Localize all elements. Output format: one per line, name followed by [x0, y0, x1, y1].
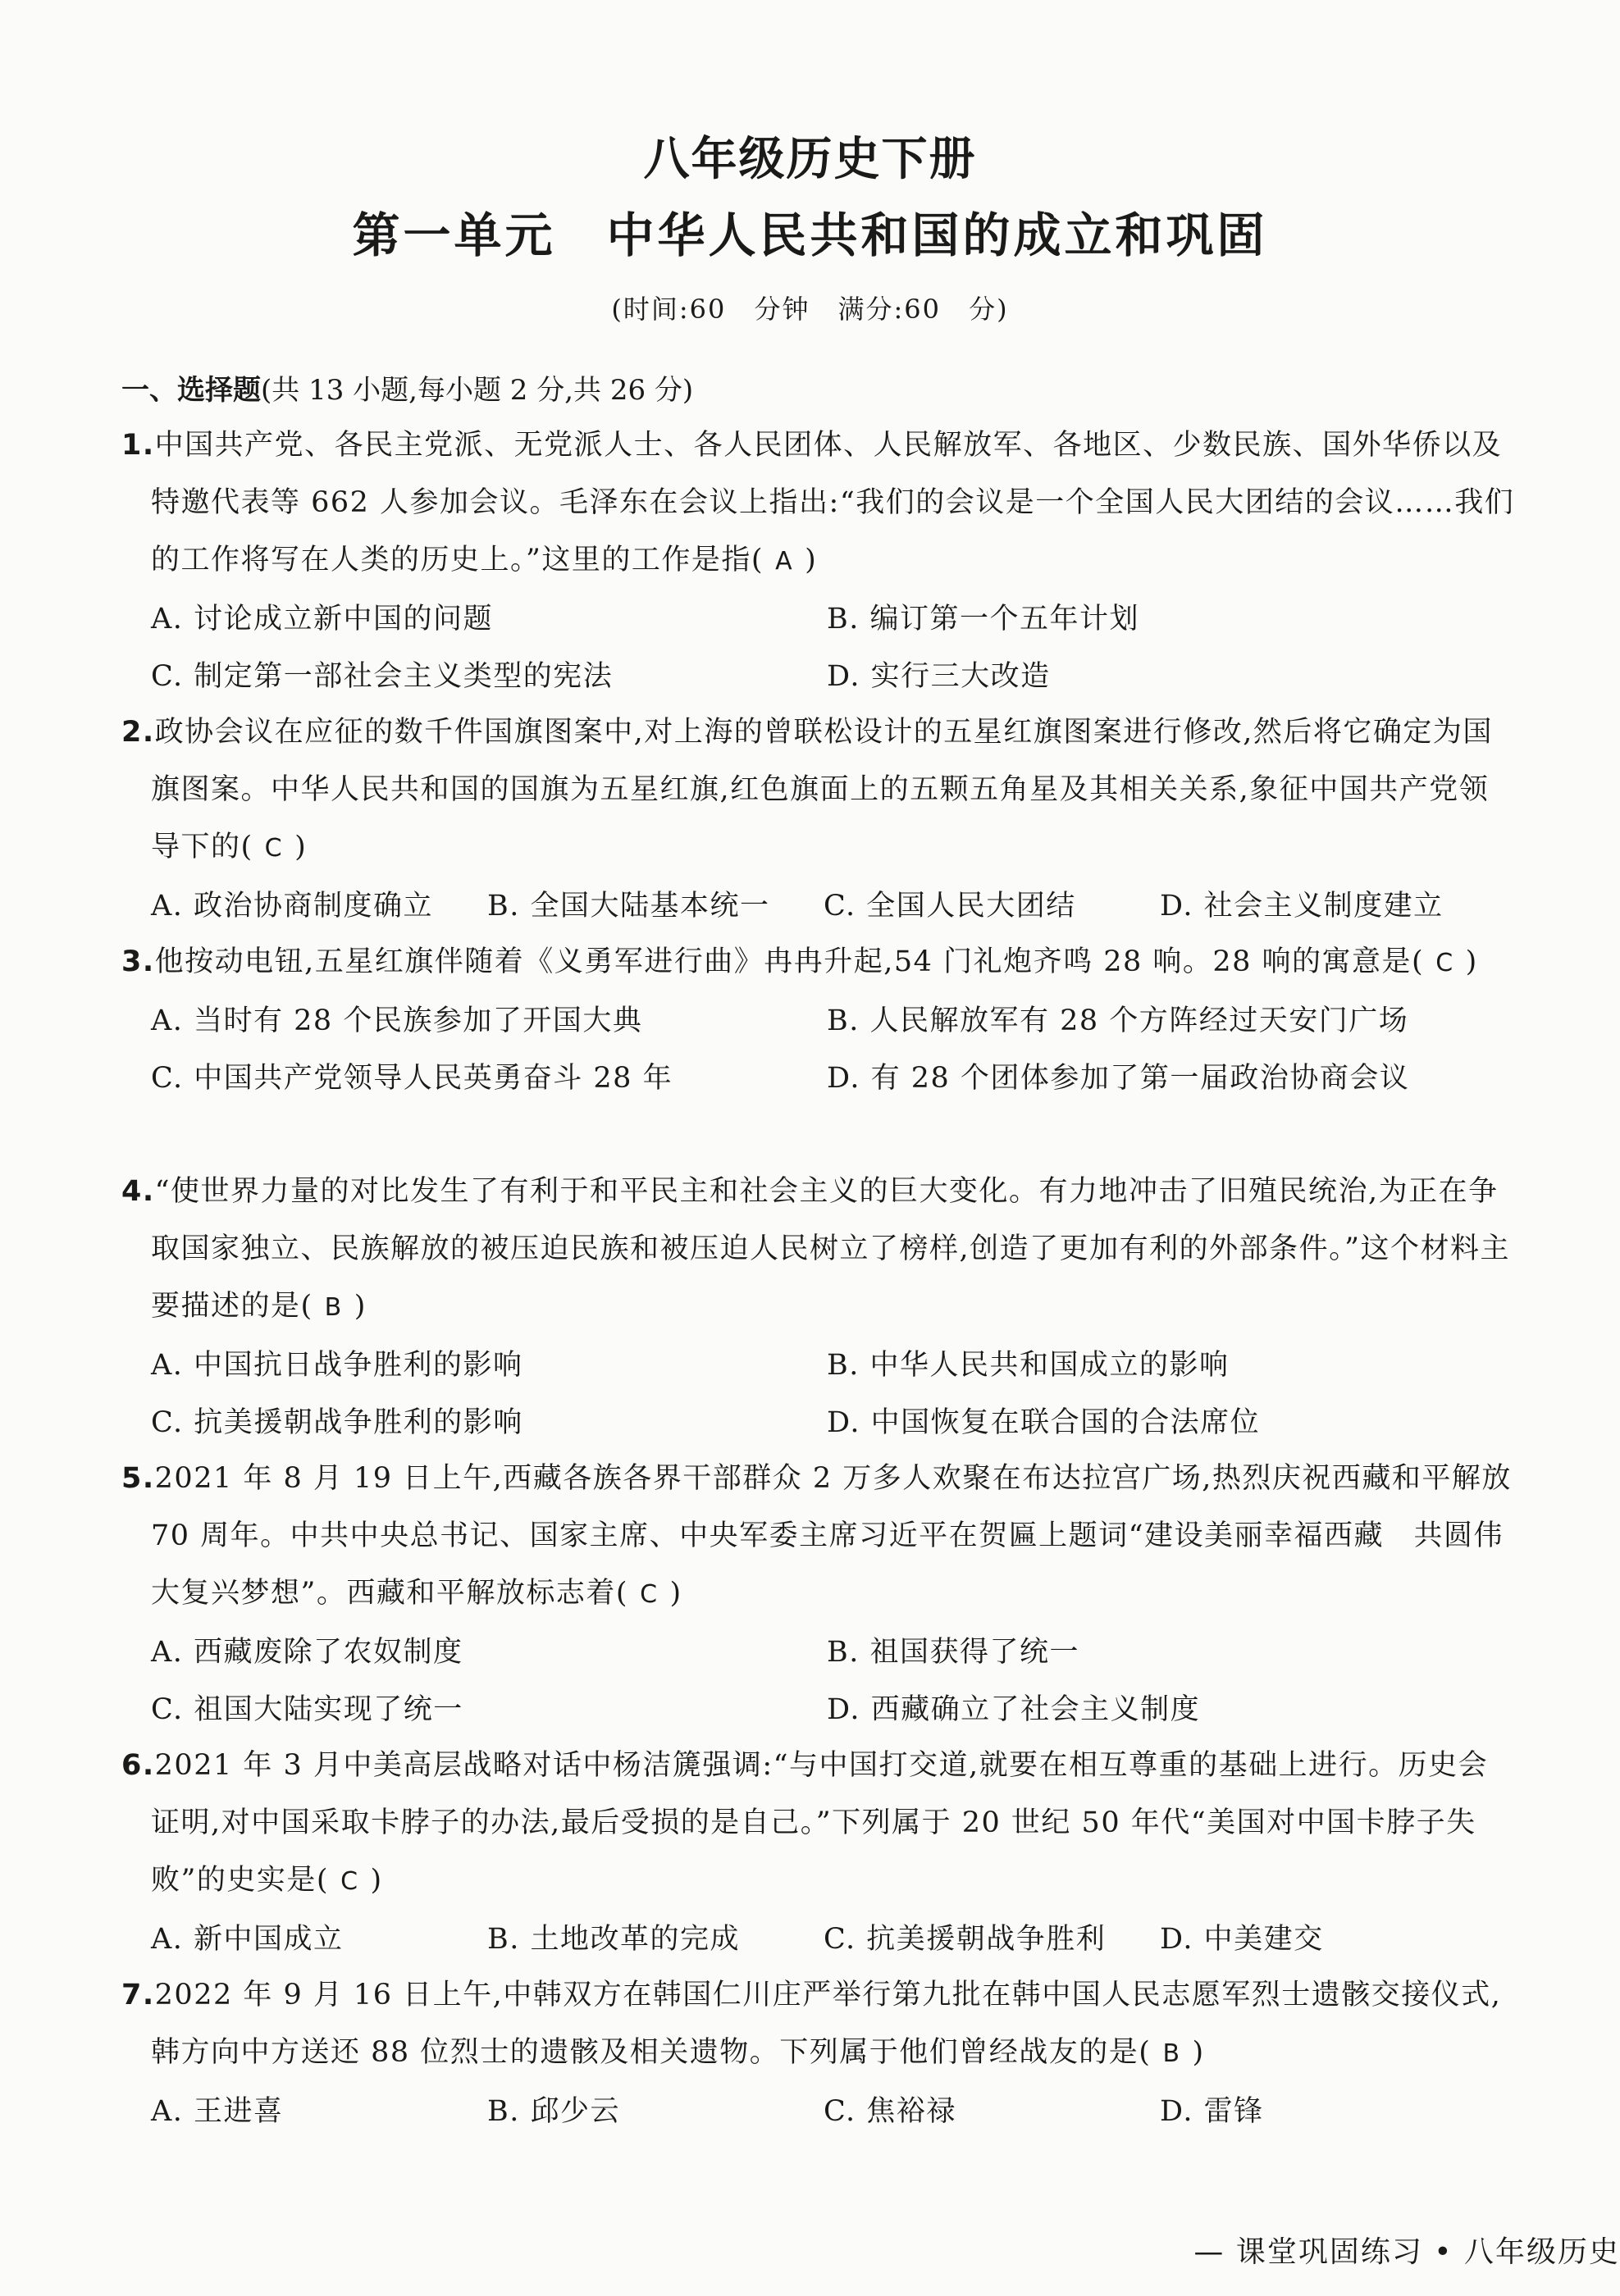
answer-mark: C — [1435, 949, 1454, 977]
option-b: B. 祖国获得了统一 — [827, 1636, 1079, 1669]
question-stem: 2.政协会议在应征的数千件国旗图案中,对上海的曾联松设计的五星红旗图案进行修改,然后将它确定为国旗图案。中华人民共和国的国旗为五星红旗,红色旗面上的五颗五角星及其相关关系,象征中国共产党领导下的( C ) — [121, 716, 1493, 863]
question-2 — [121, 704, 1516, 935]
question-stem: 6.2021 年 3 月中美高层战略对话中杨洁篪强调:“与中国打交道,就要在相互尊重的基础上进行。历史会证明,对中国采取卡脖子的办法,最后受损的是自己。”下列属于 20 世纪 50 年代“美国对中国卡脖子失败”的史实是( C ) — [121, 1749, 1489, 1897]
option-b: B. 邱少云 — [487, 2095, 620, 2128]
option-d: D. 中国恢复在联合国的合法席位 — [827, 1406, 1261, 1439]
option-b: B. 土地改革的完成 — [487, 1923, 740, 1956]
option-d: D. 实行三大改造 — [827, 660, 1051, 693]
question-1 — [121, 417, 1516, 705]
option-d: D. 雷锋 — [1160, 2095, 1264, 2128]
answer-mark: A — [775, 547, 794, 576]
options — [121, 590, 1516, 705]
option-a: A. 新中国成立 — [151, 1923, 344, 1956]
option-b: B. 人民解放军有 28 个方阵经过天安门广场 — [827, 1004, 1409, 1037]
option-a: A. 王进喜 — [151, 2095, 284, 2128]
options — [121, 1624, 1516, 1738]
option-b: B. 全国大陆基本统一 — [487, 890, 770, 922]
question-text: 2021 年 3 月中美高层战略对话中杨洁篪强调:“与中国打交道,就要在相互尊重的基础上进行。历史会证明,对中国采取卡脖子的办法,最后受损的是自己。”下列属于 20 世纪 50 年代“美国对中国卡脖子失败”的史实是( — [151, 1749, 1489, 1897]
question-text: 中国共产党、各民主党派、无党派人士、各人民团体、人民解放军、各地区、少数民族、国外华侨以及特邀代表等 662 人参加会议。毛泽东在会议上指出:“我们的会议是一个全国人民大团结的会议……我们的工作将写在人类的历史上。”这里的工作是指( — [151, 429, 1515, 576]
options — [121, 1337, 1516, 1451]
unit-title: 第一单元 中华人民共和国的成立和巩固 — [352, 207, 1268, 263]
option-d: D. 有 28 个团体参加了第一届政治协商会议 — [827, 1062, 1410, 1095]
question-stem: 4.“使世界力量的对比发生了有利于和平民主和社会主义的巨大变化。有力地冲击了旧殖民统治,为正在争取国家独立、民族解放的被压迫民族和被压迫人民树立了榜样,创造了更加有利的外部条件。”这个材料主要描述的是( B ) — [121, 1175, 1511, 1323]
answer-mark: B — [324, 1293, 343, 1322]
question-text: 政协会议在应征的数千件国旗图案中,对上海的曾联松设计的五星红旗图案进行修改,然后将它确定为国旗图案。中华人民共和国的国旗为五星红旗,红色旗面上的五颗五角星及其相关关系,象征中国共产党领导下的( — [151, 716, 1493, 863]
option-c: C. 中国共产党领导人民英勇奋斗 28 年 — [151, 1062, 673, 1095]
page-footer: — 课堂巩固练习 • 八年级历史 — [1193, 2235, 1620, 2269]
question-number: 1. — [121, 429, 155, 462]
option-c: C. 焦裕禄 — [824, 2095, 956, 2128]
question-stem: 3.他按动电钮,五星红旗伴随着《义勇军进行曲》冉冉升起,54 门礼炮齐鸣 28 响。28 响的寓意是( C ) — [121, 945, 1478, 978]
question-text: “使世界力量的对比发生了有利于和平民主和社会主义的巨大变化。有力地冲击了旧殖民统治,为正在争取国家独立、民族解放的被压迫民族和被压迫人民树立了榜样,创造了更加有利的外部条件。”这个材料主要描述的是( — [151, 1175, 1511, 1323]
option-a: A. 中国抗日战争胜利的影响 — [151, 1349, 523, 1382]
page-title: 八年级历史下册 — [643, 133, 977, 186]
question-text: 2021 年 8 月 19 日上午,西藏各族各界干部群众 2 万多人欢聚在布达拉宫广场,热烈庆祝西藏和平解放 70 周年。中共中央总书记、国家主席、中央军委主席习近平在贺匾上题词“建设美丽幸福西藏 共圆伟大复兴梦想”。西藏和平解放标志着( — [151, 1462, 1512, 1610]
question-6 — [121, 1737, 1516, 1968]
option-c: C. 抗美援朝战争胜利的影响 — [151, 1406, 523, 1439]
answer-mark: B — [1162, 2039, 1181, 2068]
section-note: (共 13 小题,每小题 2 分,共 26 分) — [261, 374, 694, 407]
question-3 — [121, 933, 1516, 1107]
question-4 — [121, 1163, 1516, 1451]
option-c: C. 抗美援朝战争胜利 — [824, 1923, 1107, 1956]
question-number: 5. — [121, 1462, 155, 1495]
question-text: 他按动电钮,五星红旗伴随着《义勇军进行曲》冉冉升起,54 门礼炮齐鸣 28 响。28 响的寓意是( — [154, 945, 1425, 978]
answer-mark: C — [640, 1580, 659, 1609]
question-number: 7. — [121, 1979, 155, 2011]
option-a: A. 讨论成立新中国的问题 — [151, 603, 494, 636]
option-c: C. 制定第一部社会主义类型的宪法 — [151, 660, 614, 693]
option-a: A. 当时有 28 个民族参加了开国大典 — [151, 1004, 643, 1037]
option-a: A. 西藏废除了农奴制度 — [151, 1636, 463, 1669]
question-5 — [121, 1450, 1516, 1738]
options — [121, 877, 1516, 935]
question-stem: 1.中国共产党、各民主党派、无党派人士、各人民团体、人民解放军、各地区、少数民族、国外华侨以及特邀代表等 662 人参加会议。毛泽东在会议上指出:“我们的会议是一个全国人民大团结的会议……我们的工作将写在人类的历史上。”这里的工作是指( A ) — [121, 429, 1515, 576]
question-7 — [121, 1966, 1516, 2140]
option-d: D. 社会主义制度建立 — [1160, 890, 1444, 922]
option-d: D. 中美建交 — [1160, 1923, 1324, 1956]
question-number: 3. — [121, 945, 155, 978]
section-label: 一、选择题 — [121, 374, 261, 407]
section-heading — [121, 367, 693, 408]
time-info: (时间:60 分钟 满分:60 分) — [611, 294, 1009, 325]
question-text: 2022 年 9 月 16 日上午,中韩双方在韩国仁川庄严举行第九批在韩中国人民志愿军烈士遗骸交接仪式,韩方向中方送还 88 位烈士的遗骸及相关遗物。下列属于他们曾经战友的是( — [151, 1979, 1502, 2069]
answer-mark: C — [264, 834, 284, 863]
option-d: D. 西藏确立了社会主义制度 — [827, 1693, 1201, 1726]
option-b: B. 中华人民共和国成立的影响 — [827, 1349, 1230, 1382]
options — [121, 1911, 1516, 1968]
option-b: B. 编订第一个五年计划 — [827, 603, 1139, 636]
question-number: 2. — [121, 716, 155, 749]
question-number: 6. — [121, 1749, 155, 1782]
option-a: A. 政治协商制度确立 — [151, 890, 434, 922]
answer-mark: C — [340, 1867, 359, 1896]
option-c: C. 祖国大陆实现了统一 — [151, 1693, 463, 1726]
question-stem: 5.2021 年 8 月 19 日上午,西藏各族各界干部群众 2 万多人欢聚在布达拉宫广场,热烈庆祝西藏和平解放 70 周年。中共中央总书记、国家主席、中央军委主席习近平在贺匾上题词“建设美丽幸福西藏 共圆伟大复兴梦想”。西藏和平解放标志着( C ) — [121, 1462, 1512, 1610]
question-stem: 7.2022 年 9 月 16 日上午,中韩双方在韩国仁川庄严举行第九批在韩中国人民志愿军烈士遗骸交接仪式,韩方向中方送还 88 位烈士的遗骸及相关遗物。下列属于他们曾经战友的是( B ) — [121, 1979, 1502, 2069]
option-c: C. 全国人民大团结 — [824, 890, 1076, 922]
options — [121, 992, 1516, 1107]
options — [121, 2083, 1516, 2140]
question-number: 4. — [121, 1175, 155, 1208]
